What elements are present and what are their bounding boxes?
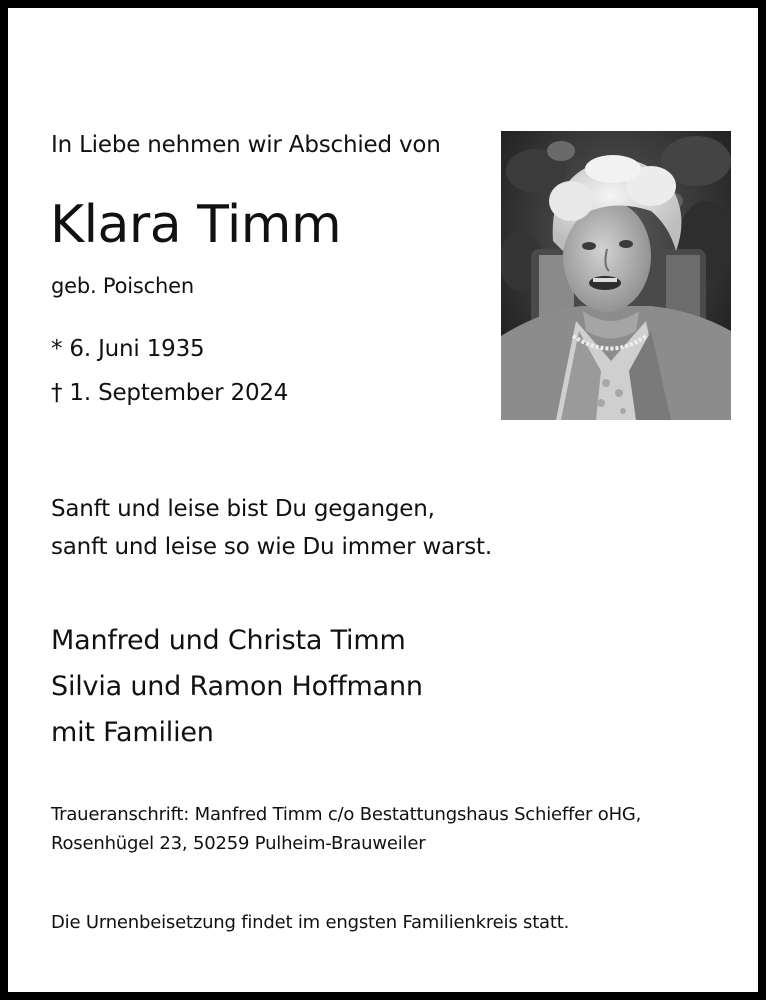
verse-line: Sanft und leise bist Du gegangen, <box>51 496 435 522</box>
maiden-name: geb. Poischen <box>51 274 194 298</box>
burial-note: Die Urnenbeisetzung findet im engsten Familienkreis statt. <box>51 912 570 933</box>
family-signatures <box>51 618 423 756</box>
address-line: Rosenhügel 23, 50259 Pulheim-Brauweiler <box>51 833 426 854</box>
mourning-address <box>51 800 641 858</box>
verse-line: sanft und leise so wie Du immer warst. <box>51 534 492 560</box>
family-line: Silvia und Ramon Hoffmann <box>51 671 423 702</box>
birth-date: * 6. Juni 1935 <box>51 336 205 362</box>
address-line: Traueranschrift: Manfred Timm c/o Bestattungshaus Schieffer oHG, <box>51 804 642 825</box>
intro-text: In Liebe nehmen wir Abschied von <box>51 132 441 158</box>
death-date: † 1. September 2024 <box>51 380 289 406</box>
family-line: Manfred und Christa Timm <box>51 625 406 656</box>
portrait-photo <box>501 131 731 420</box>
verse <box>51 490 492 566</box>
family-line: mit Familien <box>51 717 214 748</box>
deceased-name: Klara Timm <box>50 195 342 255</box>
